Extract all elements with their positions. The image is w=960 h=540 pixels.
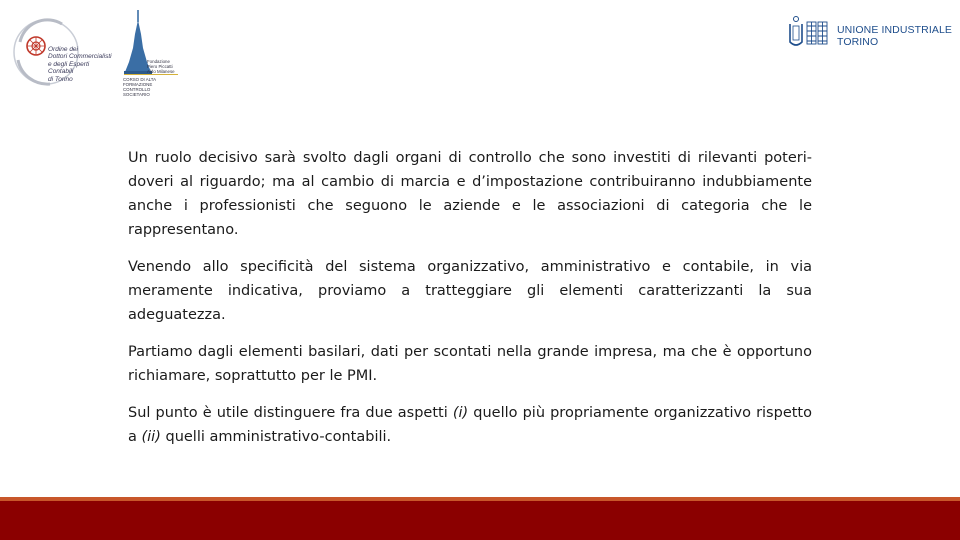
mole-line-6: FORMAZIONE (123, 82, 153, 87)
paragraph-4-part-1: Sul punto è utile distinguere fra due aspetti (128, 405, 453, 421)
mole-logo (118, 8, 180, 96)
mole-line-3: Aldo Milanese (147, 69, 175, 74)
odcec-line-1: Ordine dei (48, 46, 78, 53)
mole-line-1: Fondazione (147, 59, 170, 64)
mole-line-8: SOCIETARIO (123, 92, 150, 97)
footer-bar (0, 501, 960, 540)
paragraph-2: Venendo allo specificità del sistema organizzativo, amministrativo e contabile, in via meramente indicativa, proviamo a tratteggiare gli elementi caratterizzanti la sua adeguatezza. (128, 259, 812, 323)
paragraph-4-part-3: quelli amministrativo-contabili. (160, 429, 392, 445)
unione-industriale-line-2: TORINO (837, 36, 879, 48)
odcec-text (48, 46, 114, 83)
paragraph-4-marker-i: (i) (452, 405, 469, 421)
unione-industriale-emblem-icon (786, 14, 838, 54)
odcec-line-4: di Torino (48, 75, 73, 83)
mole-line-7: CONTROLLO (123, 87, 151, 92)
mole-line-2: Piero Piccatti (147, 64, 173, 69)
mole-line-5: CORSO DI ALTA (123, 77, 157, 82)
paragraph-3: Partiamo dagli elementi basilari, dati per scontati nella grande impresa, ma che è opportuno richiamare, soprattutto per le PMI. (128, 344, 812, 384)
paragraph-1: Un ruolo decisivo sarà svolto dagli organi di controllo che sono investiti di rilevanti poteri- doveri al riguardo; ma al cambio di marcia e d’impostazione contribuiranno indubbiamente anche i professionisti che seguono le aziende e le associazioni di categoria che le rappresentano. (128, 150, 812, 238)
paragraph-4-marker-ii: (ii) (141, 429, 161, 445)
unione-industriale-logo (786, 14, 952, 54)
odcec-line-2: Dottori Commercialisti (48, 53, 112, 61)
unione-industriale-name (837, 24, 952, 48)
unione-industriale-line-1: UNIONE INDUSTRIALE (837, 24, 952, 36)
odcec-line-3: e degli Esperti Contabili (48, 60, 90, 76)
paragraph-4-part-2: quello più propriamente organizzativo rispetto a (128, 405, 812, 445)
slide-body (128, 146, 812, 462)
odcec-logo (10, 12, 110, 90)
paragraph-4 (128, 401, 812, 449)
